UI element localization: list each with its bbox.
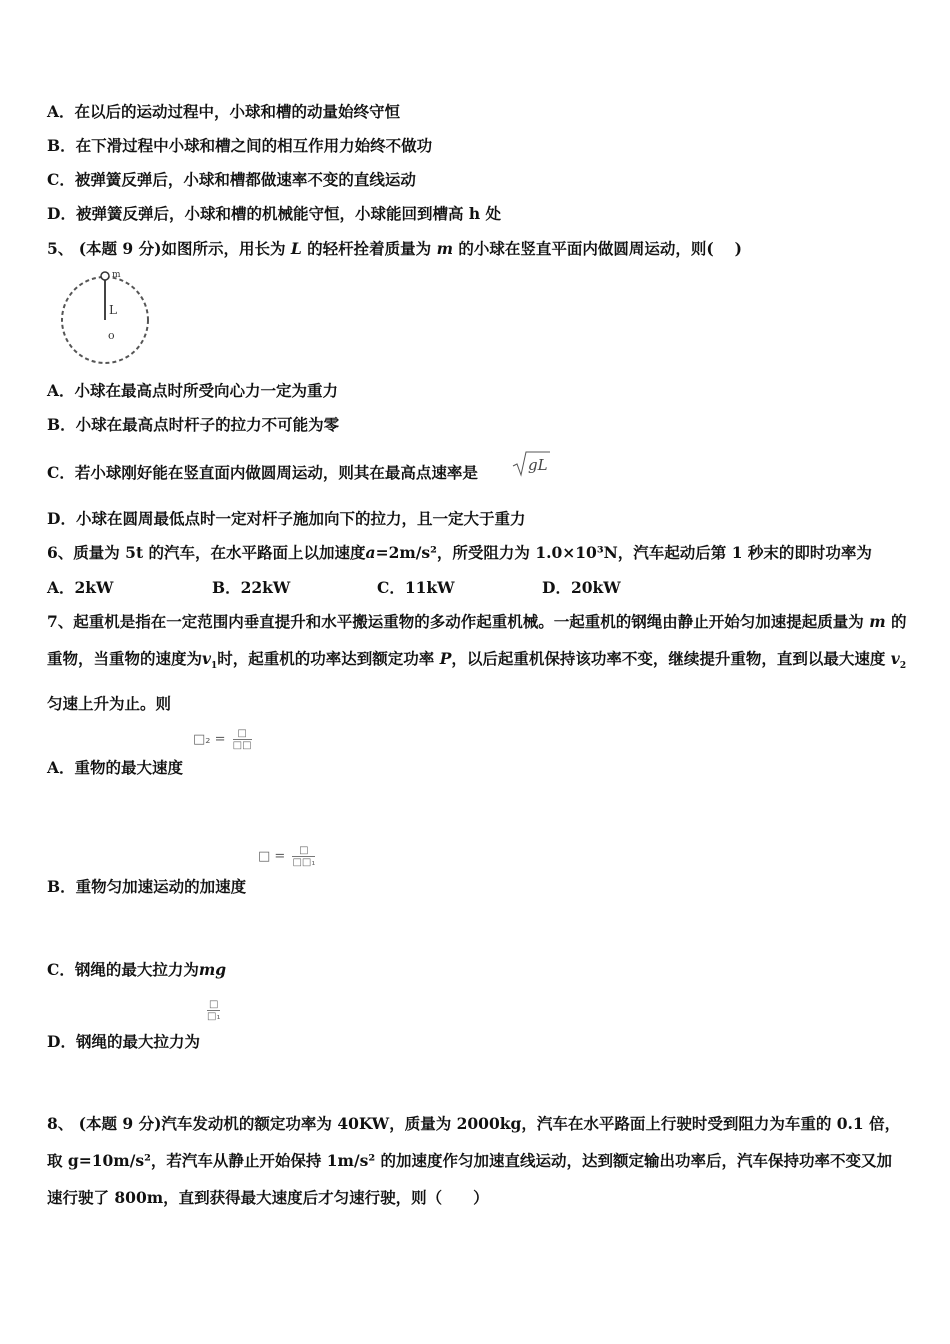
fig-label-L: L [109,303,117,317]
q5-option-c-text: C．若小球刚好能在竖直面内做圆周运动，则其在最高点速率是 [47,463,478,482]
q5-option-b: B．小球在最高点时杆子的拉力不可能为零 [47,415,340,434]
q7-option-a-formula [193,728,252,751]
q7-stem-2: 的重物，当重物的速度为 [47,612,907,668]
q7-stem-4: ，以后起重机保持该功率不变，继续提升重物，直到以最大速度 [451,649,886,668]
q5-number: 5、 [47,239,74,258]
q7-option-c [47,959,226,981]
q8-stem: 8、 (本题 9 分)汽车发动机的额定功率为 40KW，质量为 2000kg，汽车在水平路面上行驶时受到阻力为车重的 0.1 倍，取 g=10m/s²，若汽车从静止开始保持 1m/s² 的加速度作匀加速直线运动，达到额定输出功率后，汽车保持功率不变又加速行驶了 800m，直到获得最大速度后才匀速行驶，则（ ） [47,1114,901,1207]
q6-stem [47,542,872,564]
circle-rod-figure [57,268,157,368]
q7-stem-5: 匀速上升为止。则 [47,694,172,714]
q5-stem-b: 的轻杆拴着质量为 [307,239,432,258]
q4-option-b: B．在下滑过程中小球和槽之间的相互作用力始终不做功 [47,136,433,155]
q5-stem-c: 的小球在竖直平面内做圆周运动，则( ) [458,239,742,258]
q7b-lhs: □ = [258,849,286,864]
fig-label-o: o [108,329,115,342]
q7b-den: □□₁ [292,857,316,868]
q6-stem-b: =2m/s²，所受阻力为 1.0×10³N，汽车起动后第 1 秒末的即时功率为 [375,543,872,562]
svg-text:gL: gL [528,456,548,474]
q5-stem-a: (本题 9 分)如图所示，用长为 [78,239,286,258]
q7a-lhs: □₂ = [193,732,226,747]
q6-options [47,577,621,599]
q7-sub-1: 1 [211,661,218,672]
q7-option-a: A．重物的最大速度 [47,758,184,777]
q5-option-a: A．小球在最高点时所受向心力一定为重力 [47,381,339,400]
q7-option-c-var: mg [198,960,227,979]
q5-var-L: L [290,239,302,258]
ball-marker [101,272,109,280]
q7-option-c-text: C．钢绳的最大拉力为 [47,960,199,979]
q7b-fraction [292,845,315,868]
q6-option-c: C．11kW [377,578,455,597]
q4-option-d: D．被弹簧反弹后，小球和槽的机械能守恒，小球能回到槽高 h 处 [47,204,502,223]
q7-stem-1: 7、起重机是指在一定范围内垂直提升和水平搬运重物的多动作起重机械。一起重机的钢绳由静止开始匀加速提起质量为 [47,612,864,631]
q7-var-v2: v [890,649,900,668]
q7-option-b-formula [258,845,315,868]
q7-stem [47,603,907,722]
sqrt-gL-formula [512,450,552,478]
q7-option-d: D．钢绳的最大拉力为 [47,1032,200,1051]
q6-option-a: A．2kW [47,578,114,597]
q7-var-P: P [439,649,452,668]
q5-var-m: m [436,239,453,258]
q7-sub-2: 2 [899,661,907,672]
q7-var-m: m [869,612,886,631]
q6-var-a: a [365,543,376,562]
q5-option-d: D．小球在圆周最低点时一定对杆子施加向下的拉力，且一定大于重力 [47,509,526,528]
q7-stem-3: 时，起重机的功率达到额定功率 [217,649,435,668]
q7b-num: □ [292,845,315,857]
q5-stem [47,238,742,260]
q6-option-b: B．22kW [212,578,291,597]
q7d-num: □ [207,999,220,1011]
q6-stem-a: 6、质量为 5t 的汽车，在水平路面上以加速度 [47,543,366,562]
q6-option-d: D．20kW [542,578,621,597]
q5-option-c [47,462,478,484]
q7a-fraction [233,728,252,751]
q7d-den: □₁ [207,1011,221,1022]
fig-label-m: m [112,270,121,280]
q4-option-c: C．被弹簧反弹后，小球和槽都做速率不变的直线运动 [47,170,416,189]
q7-option-b: B．重物匀加速运动的加速度 [47,877,247,896]
q7a-den: □□ [232,740,252,751]
q4-option-a: A．在以后的运动过程中，小球和槽的动量始终守恒 [47,102,401,121]
q7-var-v1: v [202,649,212,668]
q7-option-d-formula [207,999,220,1022]
q7a-num: □ [233,728,252,740]
